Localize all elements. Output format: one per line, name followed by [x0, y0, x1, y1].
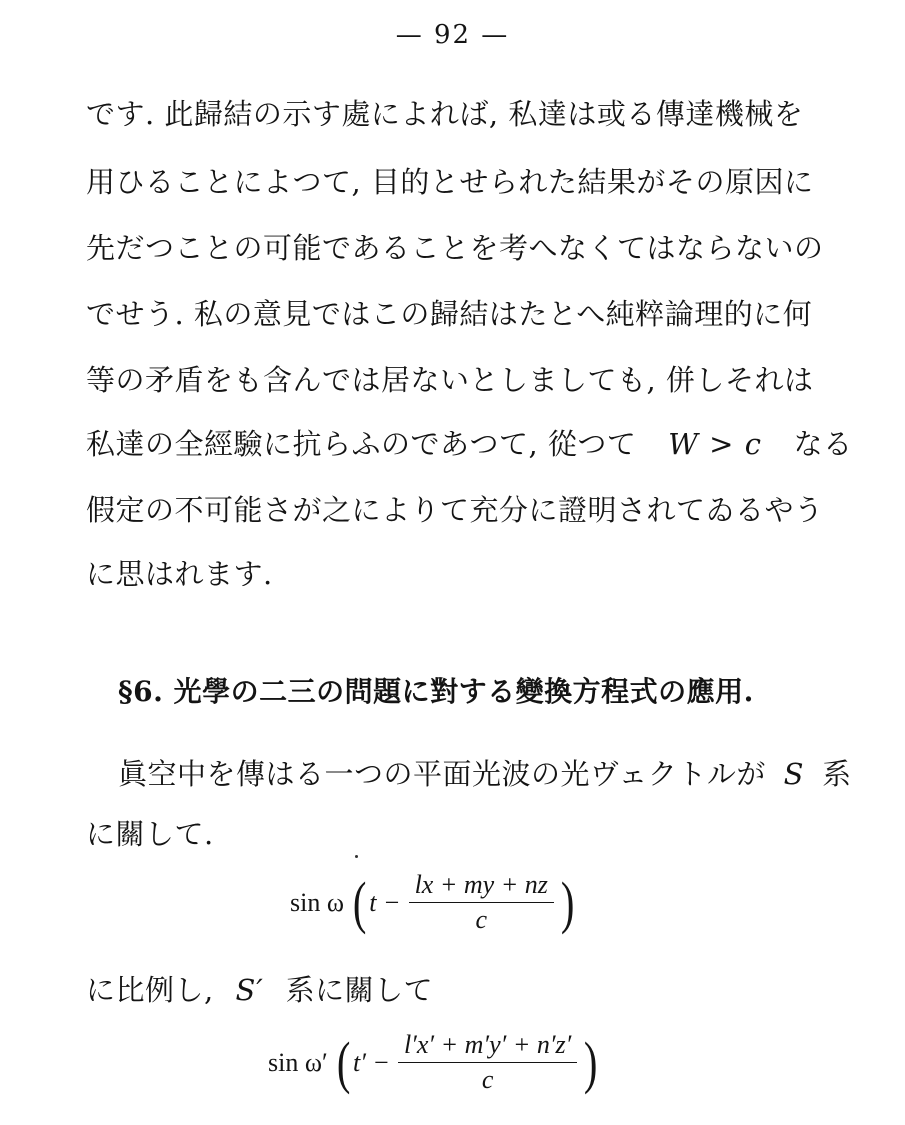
print-speck: [355, 855, 358, 858]
paragraph-line-8: に思はれます.: [86, 557, 273, 591]
formula-1-t-term: t −: [369, 887, 401, 917]
formula-1-function: sin ω: [290, 887, 344, 917]
paragraph-line-2: 用ひることによつて, 目的とせられた結果がその原因に: [86, 165, 814, 199]
section-line-2: に關して.: [86, 817, 214, 851]
formula-1-numerator: lx + my + nz: [409, 870, 554, 903]
section-heading: §6. 光學の二三の問題に對する變換方程式の應用.: [118, 675, 754, 708]
section-line-1: [118, 752, 852, 796]
inequality-w-gt-c: W > c: [668, 427, 762, 461]
formula-2: [268, 1030, 601, 1095]
formula-1-close-paren: ): [560, 869, 575, 935]
system-s-prime-symbol: S′: [235, 973, 264, 1007]
paragraph-line-6-text: 私達の全經驗に抗らふのであつて, 從つて: [86, 427, 637, 461]
system-s-symbol: S: [783, 757, 805, 791]
paragraph-line-6-tail: なる: [793, 427, 853, 461]
formula-2-t-term: t′ −: [352, 1047, 390, 1077]
paragraph-line-7: 假定の不可能さが之によりて充分に證明されてゐるやう: [86, 493, 824, 527]
formula-1-fraction: [409, 870, 554, 935]
formula-2-close-paren: ): [584, 1029, 598, 1095]
formula-2-function: sin ω′: [268, 1047, 328, 1077]
section-line-1-text: 眞空中を傳はる一つの平面光波の光ヴェクトルが: [118, 757, 766, 791]
section-line-3-text: に比例し,: [86, 973, 214, 1007]
paragraph-line-6: [86, 422, 853, 466]
paragraph-line-4: でせう. 私の意見ではこの歸結はたとへ純粹論理的に何: [86, 297, 813, 331]
formula-1: [290, 870, 577, 935]
section-line-3-tail: 系に關して: [285, 973, 434, 1007]
formula-2-open-paren: (: [336, 1029, 351, 1095]
formula-2-numerator: l′x′ + m′y′ + n′z′: [398, 1030, 577, 1063]
section-line-3: [86, 968, 816, 1012]
page-number: — 92 —: [395, 20, 510, 50]
formula-1-denominator: c: [475, 905, 487, 934]
paragraph-line-3: 先だつことの可能であることを考へなくてはならないの: [86, 231, 824, 265]
paragraph-line-1: です. 此歸結の示す處によれば, 私達は或る傳達機械を: [86, 97, 804, 131]
formula-2-denominator: c: [481, 1065, 494, 1094]
formula-2-fraction: [398, 1030, 577, 1095]
section-line-1-tail: 系: [822, 757, 852, 791]
formula-1-open-paren: (: [352, 869, 367, 935]
paragraph-line-5: 等の矛盾をも含んでは居ないとしましても, 併しそれは: [86, 363, 814, 397]
